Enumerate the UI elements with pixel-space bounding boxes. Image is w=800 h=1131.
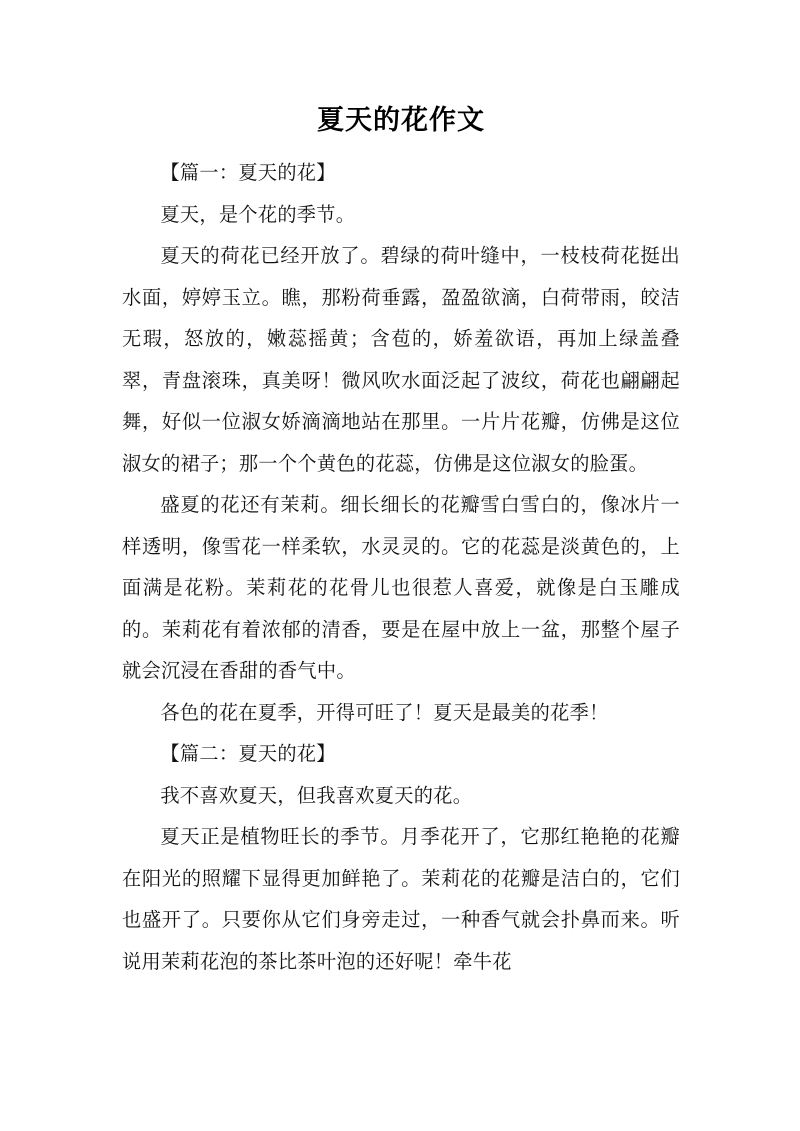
paragraph: 盛夏的花还有茉莉。细长细长的花瓣雪白雪白的，像冰片一样透明，像雪花一样柔软，水灵灵的。它的花蕊是淡黄色的，上面满是花粉。茉莉花的花骨儿也很惹人喜爱，就像是白玉雕成的。茉莉花有着浓郁的清香，要是在屋中放上一盆，那整个屋子就会沉浸在香甜的香气中。: [122, 493, 680, 682]
section-heading-1: 【篇一：夏天的花】: [160, 161, 336, 184]
document-body: [122, 152, 680, 982]
document-page: [122, 0, 680, 982]
document-title: 夏天的花作文: [317, 105, 485, 136]
paragraph: 各色的花在夏季，开得可旺了！夏天是最美的花季！: [160, 700, 609, 724]
section-heading-2: 【篇二：夏天的花】: [160, 742, 336, 765]
paragraph: 夏天的荷花已经开放了。碧绿的荷叶缝中，一枝枝荷花挺出水面，婷婷玉立。瞧，那粉荷垂露，盈盈欲滴，白荷带雨，皎洁无瑕，怒放的，嫩蕊摇黄；含苞的，娇羞欲语，再加上绿盖叠翠，青盘滚珠，真美呀！微风吹水面泛起了波纹，荷花也翩翩起舞，好似一位淑女娇滴滴地站在那里。一片片花瓣，仿佛是这位淑女的裙子；那一个个黄色的花蕊，仿佛是这位淑女的脸蛋。: [122, 244, 680, 475]
paragraph: 夏天正是植物旺长的季节。月季花开了，它那红艳艳的花瓣在阳光的照耀下显得更加鲜艳了。茉莉花的花瓣是洁白的，它们也盛开了。只要你从它们身旁走过，一种香气就会扑鼻而来。听说用茉莉花泡的茶比茶叶泡的还好呢！牵牛花: [122, 825, 680, 973]
paragraph: 夏天，是个花的季节。: [160, 202, 356, 226]
paragraph: 我不喜欢夏天，但我喜欢夏天的花。: [160, 783, 473, 807]
